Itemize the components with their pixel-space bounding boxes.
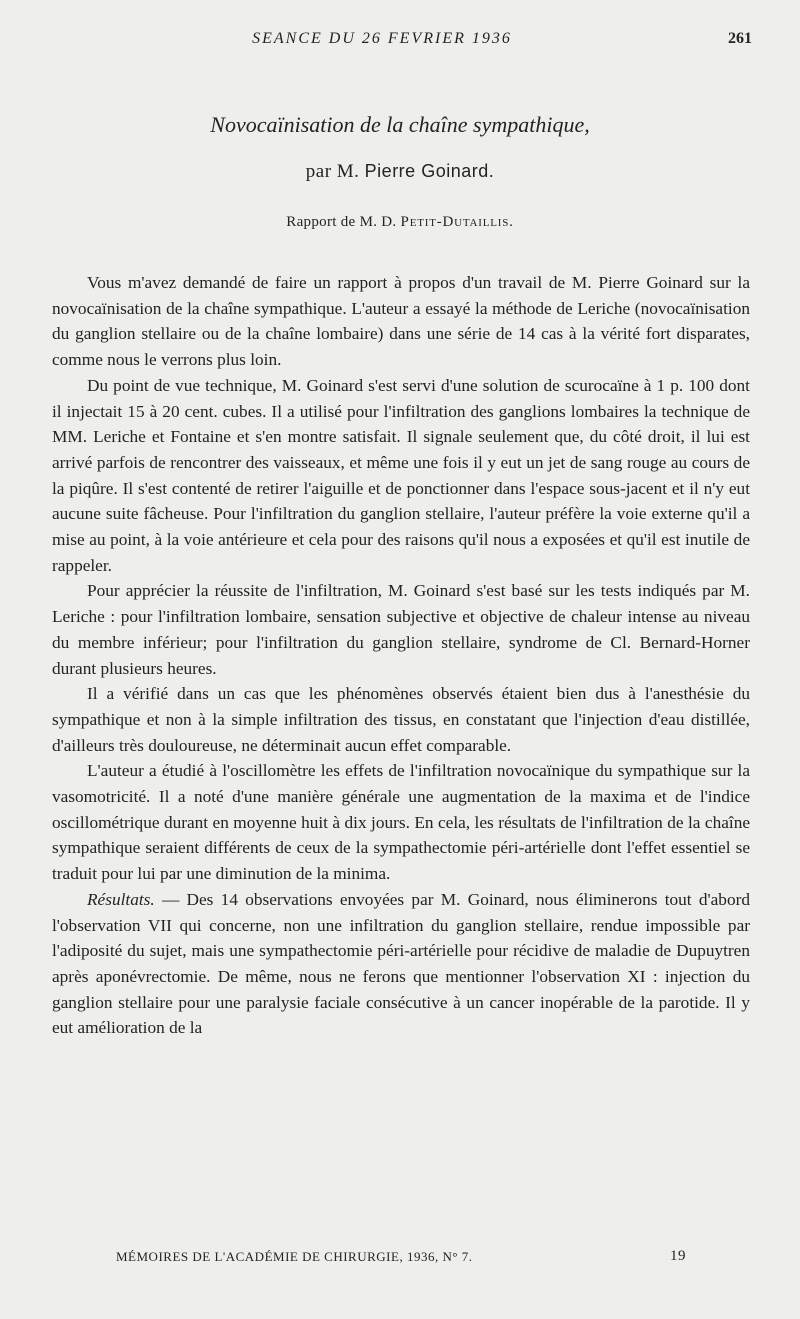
report-prefix: Rapport de M. D. xyxy=(286,214,397,230)
reporter-name: Petit-Dutaillis. xyxy=(400,214,514,230)
byline xyxy=(0,161,800,183)
paragraph: Vous m'avez demandé de faire un rapport à propos d'un travail de M. Pierre Goinard sur la novocaïnisation de la chaîne sympathique. L'auteur a essayé la méthode de Leriche (novocaïnisation du ganglion stellaire ou de la chaîne lombaire) dans une série de 14 cas à la vérité fort disparates, comme nous le verrons plus loin. xyxy=(52,273,750,370)
page-number: 261 xyxy=(728,30,752,47)
author-name: Pierre Goinard. xyxy=(364,161,495,181)
footer-journal: MÉMOIRES DE L'ACADÉMIE DE CHIRURGIE, 1936, N° 7. xyxy=(116,1249,473,1264)
paragraph: Pour apprécier la réussite de l'infiltration, M. Goinard s'est basé sur les tests indiqués par M. Leriche : pour l'infiltration lombaire, sensation subjective et objective de chaleur intense au niveau du membre inférieur; pour l'infiltration du ganglion stellaire, syndrome de Cl. Bernard-Horner durant plusieurs heures. xyxy=(52,581,750,678)
results-heading: Résultats. xyxy=(87,889,155,909)
running-head-title: SEANCE DU 26 FEVRIER 1936 xyxy=(252,30,512,47)
byline-prefix: par M. xyxy=(305,161,360,182)
page-footer xyxy=(116,1249,686,1269)
article-body xyxy=(52,270,750,1041)
article-title: Novocaïnisation de la chaîne sympathique, xyxy=(210,112,590,137)
results-text: — Des 14 observations envoyées par M. Goinard, nous éliminerons tout d'abord l'observation VII qui concerne, non une infiltration du ganglion stellaire, rendue impossible par l'adiposité du sujet, mais une sympathectomie péri-artérielle pour récidive de maladie de Dupuytren après aponévrectomie. De même, nous ne ferons que mentionner l'observation XI : injection du ganglion stellaire pour une paralysie faciale consécutive à un cancer inopérable de la parotide. Il y eut amélioration de la xyxy=(52,889,750,1038)
signature-mark: 19 xyxy=(670,1248,686,1264)
paragraph: Du point de vue technique, M. Goinard s'est servi d'une solution de scurocaïne à 1 p. 100 dont il injectait 15 à 20 cent. cubes. Il a utilisé pour l'infiltration des ganglions lombaires la technique de MM. Leriche et Fontaine et s'en montre satisfait. Il signale seulement que, du côté droit, il lui est arrivé parfois de rencontrer des vaisseaux, et même une fois il y eut un jet de sang rouge au cours de la piqûre. Il s'est contenté de retirer l'aiguille et de ponctionner dans l'espace sous-jacent et il n'y eut aucune suite fâcheuse. Pour l'infiltration du ganglion stellaire, l'auteur préfère la voie externe qu'il a mise au point, à la voie antérieure et cela pour des raisons qu'il nous a exposées et qu'il est inutile de rappeler. xyxy=(52,375,750,575)
paragraph: L'auteur a étudié à l'oscillomètre les effets de l'infiltration novocaïnique du sympathique sur la vasomotricité. Il a noté d'une manière générale une augmentation de la maxima et de l'indice oscillométrique durant en moyenne huit à dix jours. En cela, les résultats de l'infiltration de la chaîne sympathique seraient différents de ceux de la sympathectomie péri-artérielle dont l'effet essentiel se traduit pour lui par une diminution de la minima. xyxy=(52,761,750,884)
paragraph: Il a vérifié dans un cas que les phénomènes observés étaient bien dus à l'anesthésie du sympathique et non à la simple infiltration des tissus, en constatant que l'injection d'eau distillée, d'ailleurs très douloureuse, ne déterminait aucun effet comparable. xyxy=(52,684,750,755)
running-head xyxy=(52,30,752,56)
results-paragraph xyxy=(52,887,750,1041)
report-line xyxy=(0,214,800,231)
